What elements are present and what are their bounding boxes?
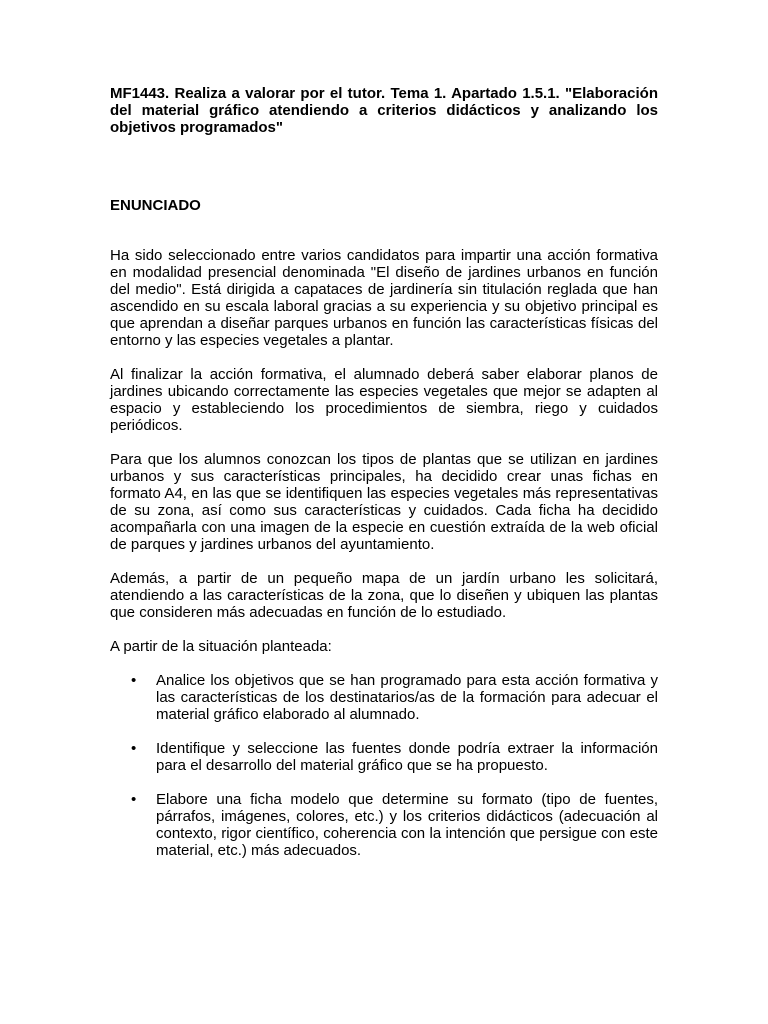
- paragraph-situacion: A partir de la situación planteada:: [110, 638, 332, 655]
- paragraph-mapa: Además, a partir de un pequeño mapa de un jardín urbano les solicitará, atendiendo a las características de la zona, que lo diseñen y ubiquen las plantas que consideren más adecuadas en función de lo estudiado.: [110, 570, 658, 621]
- list-item: [110, 672, 658, 723]
- list-item-text: Analice los objetivos que se han programado para esta acción formativa y las características de los destinatarios/as de la formación para adecuar el material gráfico elaborado al alumnado.: [156, 672, 658, 723]
- bullet-icon: •: [131, 791, 137, 808]
- list-item: [110, 740, 658, 774]
- document-page: [110, 85, 658, 876]
- list-item-text: Elabore una ficha modelo que determine su formato (tipo de fuentes, párrafos, imágenes, colores, etc.) y los criterios didácticos (adecuación al contexto, rigor científico, coherencia con la intención que persigue con este material, etc.) más adecuados.: [156, 791, 658, 859]
- section-heading: ENUNCIADO: [110, 197, 201, 214]
- paragraph-fichas: Para que los alumnos conozcan los tipos de plantas que se utilizan en jardines urbanos y sus características principales, ha decidido crear unas fichas en formato A4, en las que se identifiquen las especies vegetales más representativas de su zona, así como sus características y cuidados. Cada ficha ha decidido acompañarla con una imagen de la especie en cuestión extraída de la web oficial de parques y jardines urbanos del ayuntamiento.: [110, 451, 658, 553]
- list-item: [110, 791, 658, 859]
- paragraph-objectives: Al finalizar la acción formativa, el alumnado deberá saber elaborar planos de jardines ubicando correctamente las especies vegetales que mejor se adapten al espacio y estableciendo los procedimientos de siembra, riego y cuidados periódicos.: [110, 366, 658, 434]
- bullet-icon: •: [131, 672, 137, 689]
- bullet-icon: •: [131, 740, 137, 757]
- list-item-text: Identifique y seleccione las fuentes donde podría extraer la información para el desarrollo del material gráfico que se ha propuesto.: [156, 740, 658, 774]
- task-list: [110, 672, 658, 859]
- paragraph-intro: Ha sido seleccionado entre varios candidatos para impartir una acción formativa en modalidad presencial denominada "El diseño de jardines urbanos en función del medio". Está dirigida a capataces de jardinería sin titulación reglada que han ascendido en su escala laboral gracias a su experiencia y su objetivo principal es que aprendan a diseñar parques urbanos en función las características físicas del entorno y las especies vegetales a plantar.: [110, 247, 658, 349]
- document-title: MF1443. Realiza a valorar por el tutor. Tema 1. Apartado 1.5.1. "Elaboración del material gráfico atendiendo a criterios didácticos y analizando los objetivos programados": [110, 85, 658, 136]
